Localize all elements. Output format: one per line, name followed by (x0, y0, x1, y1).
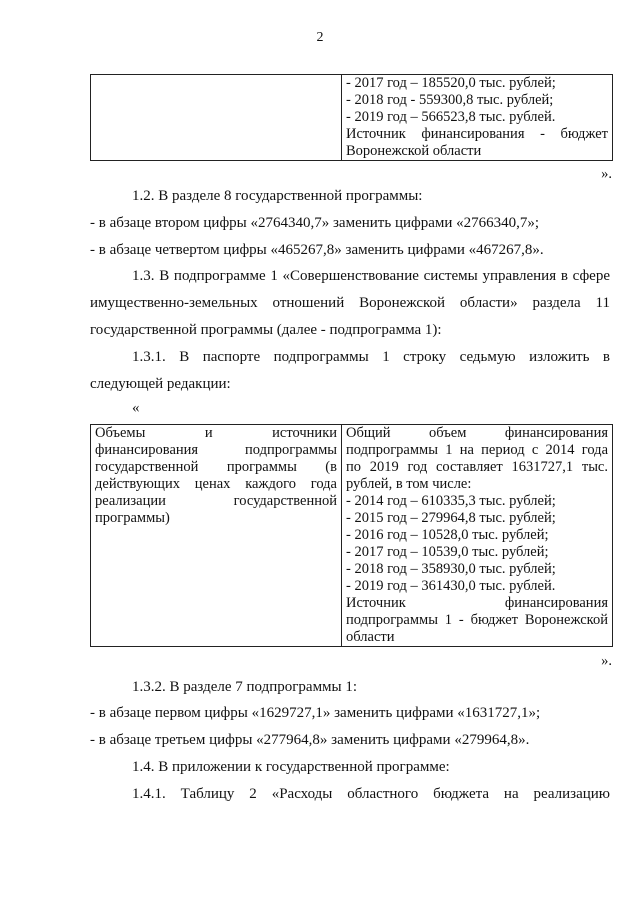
table-continuation (90, 74, 613, 161)
funding-value-line: - 2015 год – 279964,8 тыс. рублей; (346, 510, 556, 526)
funding-table (90, 424, 613, 647)
funding-value-line: - 2017 год – 10539,0 тыс. рублей; (346, 544, 549, 560)
page-number: 2 (316, 30, 324, 45)
section-1-3-line: имущественно-земельных отношений Воронежской области» раздела 11 (90, 295, 610, 311)
opening-quote: « (132, 400, 140, 416)
closing-quote: ». (601, 653, 612, 669)
closing-quote: ». (601, 166, 612, 182)
funding-label-line: Объемы и источники (95, 425, 337, 441)
funding-value-line: - 2018 год – 358930,0 тыс. рублей; (346, 561, 556, 577)
section-1-2-item: - в абзаце четвертом цифры «465267,8» заменить цифрами «467267,8». (90, 242, 544, 258)
section-1-3-line: 1.3. В подпрограмме 1 «Совершенствование системы управления в сфере (132, 268, 610, 284)
section-1-3-1-line: 1.3.1. В паспорте подпрограммы 1 строку седьмую изложить в (132, 349, 610, 365)
funding-table-label-cell (91, 425, 342, 647)
funding-label-line: реализации государственной (95, 493, 337, 509)
section-1-2-item: - в абзаце втором цифры «2764340,7» заменить цифрами «2766340,7»; (90, 215, 540, 231)
section-1-3-2-item: - в абзаце третьем цифры «277964,8» заменить цифрами «279964,8». (90, 732, 530, 748)
table1-line: - 2018 год - 559300,8 тыс. рублей; (346, 92, 554, 108)
funding-value-line: - 2014 год – 610335,3 тыс. рублей; (346, 493, 556, 509)
funding-value-line: подпрограммы 1 - бюджет Воронежской (346, 612, 608, 628)
section-1-4-heading: 1.4. В приложении к государственной программе: (132, 759, 450, 775)
funding-value-line: - 2019 год – 361430,0 тыс. рублей. (346, 578, 556, 594)
funding-value-line: Общий объем финансирования (346, 425, 608, 441)
funding-table-value-cell (342, 425, 613, 647)
funding-value-line: по 2019 год составляет 1631727,1 тыс. (346, 459, 608, 475)
table1-line: Источник финансирования - бюджет (346, 126, 608, 142)
table1-right-cell (342, 75, 613, 161)
table1-line: - 2017 год – 185520,0 тыс. рублей; (346, 75, 556, 91)
funding-value-line: подпрограммы 1 на период с 2014 года (346, 442, 608, 458)
funding-value-line: рублей, в том числе: (346, 476, 472, 492)
funding-label-line: действующих ценах каждого года (95, 476, 337, 492)
section-1-3-1-line: следующей редакции: (90, 376, 231, 392)
table1-left-cell (91, 75, 342, 161)
funding-label-line: государственной программы (в (95, 459, 337, 475)
funding-label-line: финансирования подпрограммы (95, 442, 337, 458)
table1-line: Воронежской области (346, 143, 482, 159)
funding-value-line: Источник финансирования (346, 595, 608, 611)
section-1-3-line: государственной программы (далее - подпрограмма 1): (90, 322, 442, 338)
table1-line: - 2019 год – 566523,8 тыс. рублей. (346, 109, 556, 125)
funding-label-line: программы) (95, 510, 170, 526)
section-1-2-heading: 1.2. В разделе 8 государственной программы: (132, 188, 423, 204)
section-1-3-2-heading: 1.3.2. В разделе 7 подпрограммы 1: (132, 679, 358, 695)
funding-value-line: - 2016 год – 10528,0 тыс. рублей; (346, 527, 549, 543)
section-1-3-2-item: - в абзаце первом цифры «1629727,1» заменить цифрами «1631727,1»; (90, 705, 541, 721)
section-1-4-1-line: 1.4.1. Таблицу 2 «Расходы областного бюджета на реализацию (132, 786, 610, 802)
funding-value-line: области (346, 629, 395, 645)
